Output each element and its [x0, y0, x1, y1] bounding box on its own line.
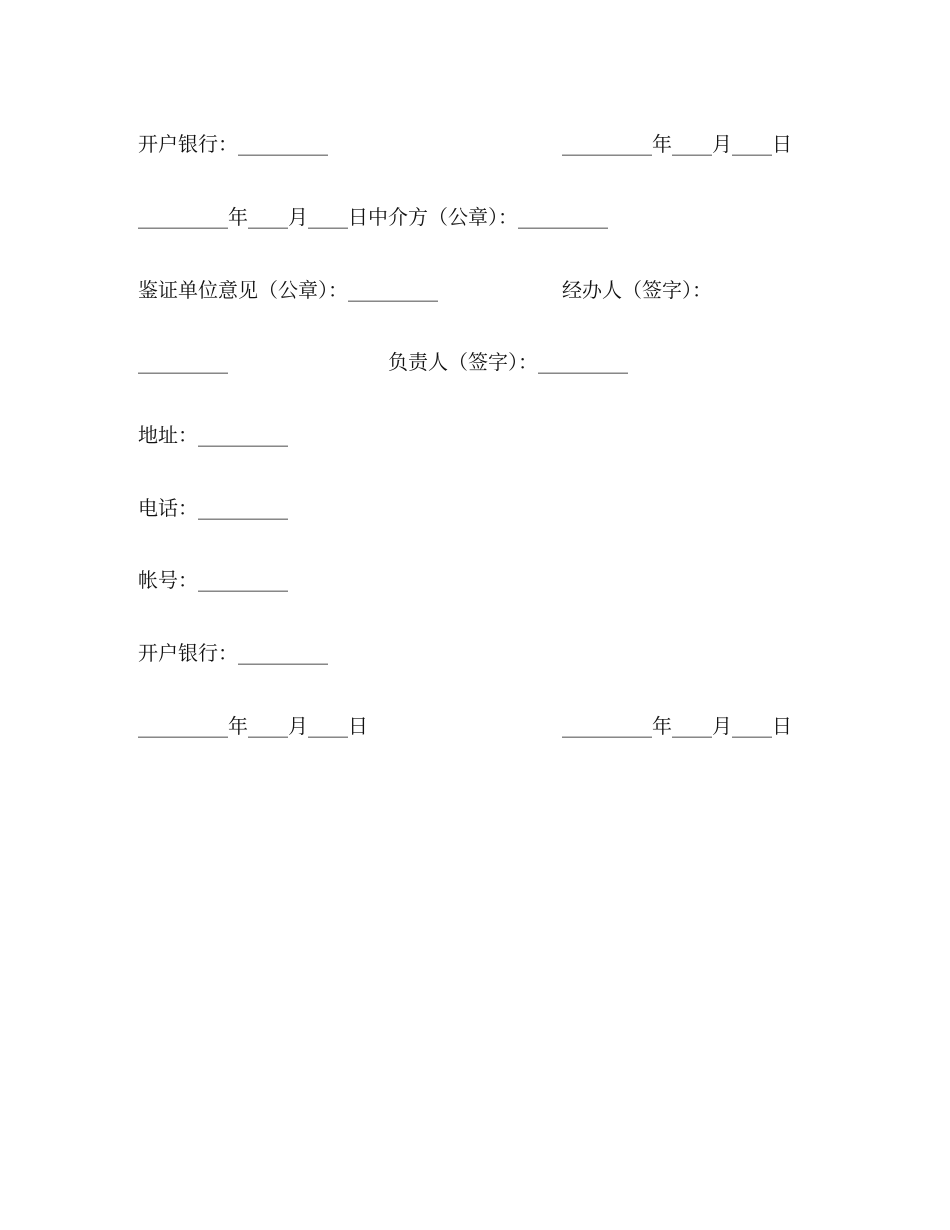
- responsible-person-signature-field: 负责人（签字）：_________: [388, 350, 628, 374]
- phone-field: 电话：_________: [138, 496, 288, 520]
- account-field: 帐号：_________: [138, 568, 288, 592]
- handler-signature-blank: _________: [138, 350, 228, 374]
- bank-field-top: 开户银行：_________: [138, 132, 328, 156]
- date-field-bottom-left: _________年____月____日: [138, 714, 368, 738]
- date-field-top-right: _________年____月____日: [562, 132, 792, 156]
- bank-field-bottom: 开户银行：_________: [138, 641, 328, 665]
- address-field: 地址：_________: [138, 423, 288, 447]
- handler-signature-field: 经办人（签字）：: [562, 278, 712, 302]
- date-intermediary-seal-field: _________年____月____日中介方（公章）：_________: [138, 205, 608, 229]
- date-field-bottom-right: _________年____月____日: [562, 714, 792, 738]
- verification-unit-opinion-field: 鉴证单位意见（公章）：_________: [138, 278, 438, 302]
